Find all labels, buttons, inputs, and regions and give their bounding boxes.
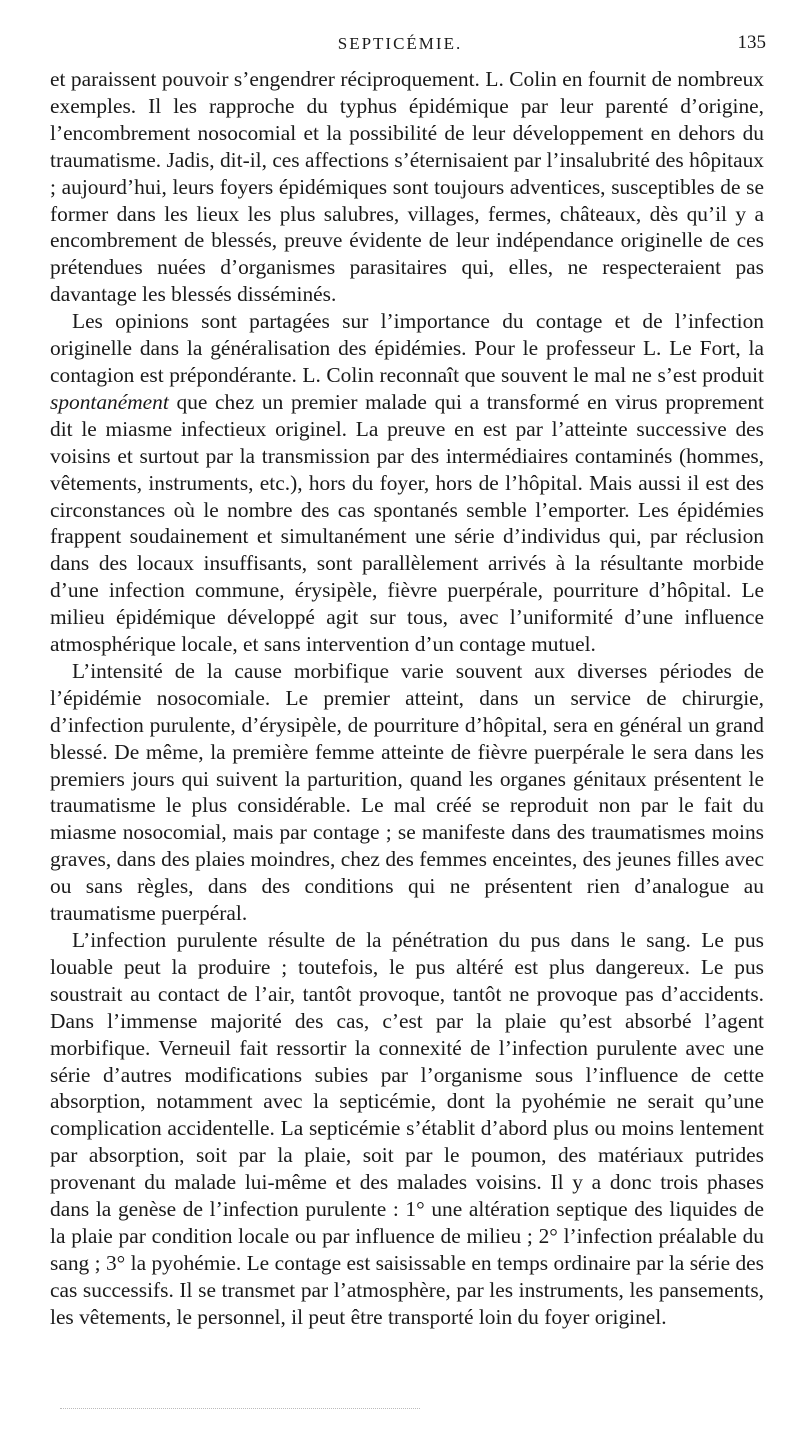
italic-term: spontanément: [50, 389, 169, 414]
paragraph-4: [50, 927, 764, 1331]
paragraph-1-text: et paraissent pouvoir s’engendrer réciproquement. L. Colin en fournit de nombreux exemples. Il les rapproche du typhus épidémique par leur parenté d’origine, l’encombrement nosocomial et la possibilité de leur développement en dehors du traumatisme. Jadis, dit-il, ces affections s’éternisaient par l’insalubrité des hôpitaux ; aujourd’hui, leurs foyers épidémiques sont toujours adventices, susceptibles de se former dans les lieux les plus salubres, villages, fermes, châteaux, dès qu’il y a encombrement de blessés, preuve évidente de leur indépendance originelle de ces prétendues nuées d’organismes parasitaires qui, elles, ne respecteraient pas davantage les blessés disséminés.: [50, 67, 764, 307]
paragraph-4-text: L’infection purulente résulte de la pénétration du pus dans le sang. Le pus louable peut la produire ; toutefois, le pus altéré est plus dangereux. Le pus soustrait au contact de l’air, tantôt provoque, tantôt ne provoque pas d’accidents. Dans l’immense majorité des cas, c’est par la plaie qu’est absorbé l’agent morbifique. Verneuil fait ressortir la connexité de l’infection purulente avec une série d’autres modifications subies par l’organisme sous l’influence de cette absorption, notamment avec la septicémie, dont la pyohémie ne serait qu’une complication accidentelle. La septicémie s’établit d’abord plus ou moins lentement par absorption, soit par la plaie, soit par le poumon, des matériaux putrides provenant du malade lui-même et des malades voisins. Il y a donc trois phases dans la genèse de l’infection purulente : 1° une altération septique des liquides de la plaie par condition locale ou par influence de milieu ; 2° l’infection préalable du sang ; 3° la pyohémie. Le contage est saisissable en temps ordinaire par la série des cas successifs. Il se transmet par l’atmosphère, par les instruments, les pansements, les vêtements, le personnel, il peut être transporté loin du foyer originel.: [50, 928, 764, 1329]
paragraph-1: [50, 66, 764, 308]
paragraph-2-text-end: que chez un premier malade qui a transformé en virus proprement dit le miasme infectieux originel. La preuve en est par l’atteinte successive des voisins et surtout par la transmission par des intermédiaires contaminés (hommes, vêtements, instruments, etc.), hors du foyer, hors de l’hôpital. Mais aussi il est des circonstances où le nombre des cas spontanés semble l’emporter. Les épidémies frappent soudainement et simultanément une série d’individus qui, par réclusion dans des locaux insuffisants, sont parallèlement arrivés à la résultante morbide d’une infection commune, érysipèle, fièvre puerpérale, pourriture d’hôpital. Le milieu épidémique développé agit sur tous, avec l’uniformité d’une influence atmosphérique locale, et sans intervention d’un contage mutuel.: [50, 389, 764, 657]
paragraph-2-text-start: Les opinions sont partagées sur l’importance du contage et de l’infection originelle dans la généralisation des épidémies. Pour le professeur L. Le Fort, la contagion est prépondérante. L. Colin reconnaît que souvent le mal ne s’est produit: [50, 309, 764, 387]
body-text: [50, 66, 764, 1331]
page-number: 135: [737, 32, 766, 53]
running-title: SEPTICÉMIE.: [337, 34, 463, 53]
footer-rule: [60, 1408, 420, 1409]
paragraph-3: [50, 658, 764, 927]
paragraph-3-text: L’intensité de la cause morbifique varie souvent aux diverses périodes de l’épidémie nosocomiale. Le premier atteint, dans un service de chirurgie, d’infection purulente, d’érysipèle, de pourriture d’hôpital, sera en général un grand blessé. De même, la première femme atteinte de fièvre puerpérale le sera dans les premiers jours qui suivent la parturition, quand les organes génitaux présentent le traumatisme le plus considérable. Le mal créé se reproduit non par le fait du miasme nosocomial, mais par contage ; se manifeste dans des traumatismes moins graves, dans des plaies moindres, chez des femmes enceintes, des jeunes filles avec ou sans règles, dans des conditions qui ne présentent rien d’analogue au traumatisme puerpéral.: [50, 658, 764, 926]
running-head: [0, 32, 800, 58]
paragraph-2: [50, 308, 764, 658]
